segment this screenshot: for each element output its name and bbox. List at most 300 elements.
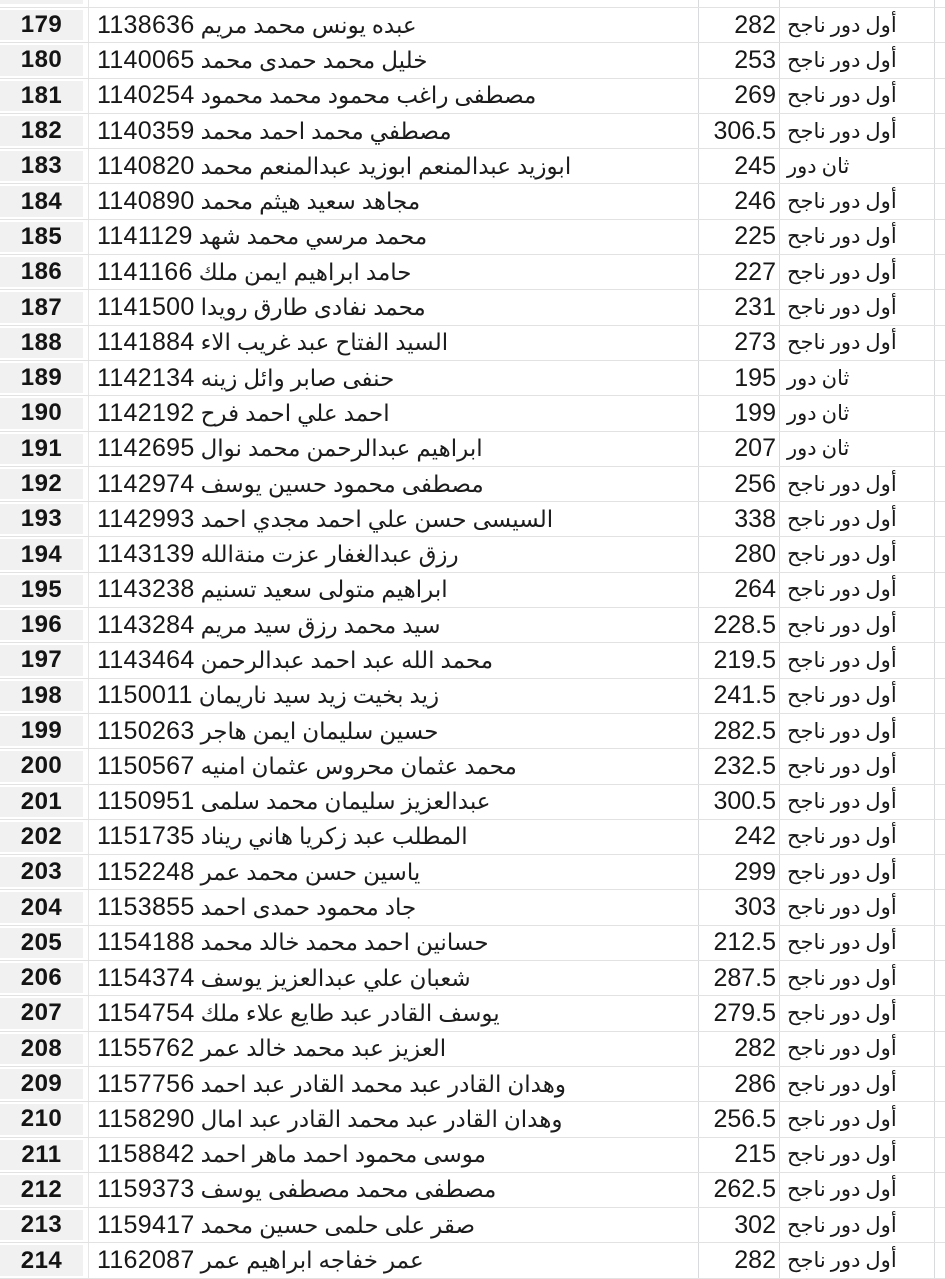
arabic-word: محمد	[265, 788, 319, 815]
table-row	[0, 1243, 945, 1278]
student-name	[201, 47, 428, 74]
status-text	[787, 1213, 897, 1238]
table-row	[0, 432, 945, 467]
seat-and-name-cell	[88, 608, 698, 642]
arabic-word: ثان	[821, 154, 850, 178]
total-score-cell: 232.5	[698, 749, 779, 783]
total-score-cell: 215	[698, 1138, 779, 1172]
arabic-word: ناجح	[787, 578, 826, 602]
row-number-chip: 199	[0, 716, 83, 746]
arabic-word: رزق	[297, 611, 338, 638]
arabic-word: محمد	[347, 1105, 400, 1132]
table-row	[0, 502, 945, 537]
student-name	[201, 576, 448, 603]
cutoff-edge-column	[934, 1208, 945, 1242]
status-text	[787, 189, 897, 214]
table-row	[0, 961, 945, 996]
status-cell	[779, 608, 934, 642]
arabic-word: ناجح	[787, 119, 826, 143]
row-number-rail	[0, 8, 88, 42]
row-number-rail	[0, 749, 88, 783]
row-number-chip: 209	[0, 1069, 83, 1099]
arabic-word: محمد	[464, 752, 517, 779]
seat-and-name-cell	[88, 785, 698, 819]
table-row	[0, 608, 945, 643]
arabic-word: منةالله	[200, 541, 266, 568]
arabic-word: أول	[865, 48, 897, 72]
arabic-word: أول	[865, 260, 897, 284]
arabic-word: دور	[830, 966, 861, 990]
status-text	[787, 1142, 897, 1167]
arabic-word: دور	[787, 437, 817, 461]
seat-number: 1142974	[97, 469, 195, 498]
student-name	[201, 1141, 486, 1168]
arabic-word: ناجح	[787, 331, 826, 355]
seat-and-name-cell	[88, 361, 698, 395]
total-score-cell: 279.5	[698, 996, 779, 1030]
arabic-word: أول	[865, 931, 897, 955]
arabic-word: ناجح	[787, 543, 826, 567]
arabic-word: حمدى	[259, 46, 317, 73]
row-number-rail	[0, 714, 88, 748]
arabic-word: محمد	[373, 294, 426, 321]
arabic-word: عمر	[383, 1247, 424, 1274]
status-cell	[779, 290, 934, 324]
total-score-cell: 227	[698, 255, 779, 289]
arabic-word: أول	[865, 1107, 897, 1131]
status-cell	[779, 502, 934, 536]
row-number-rail	[0, 255, 88, 289]
arabic-word: ناجح	[787, 860, 826, 884]
status-cell	[779, 573, 934, 607]
cutoff-edge-column	[934, 502, 945, 536]
arabic-word: دور	[830, 684, 861, 708]
arabic-word: ناجح	[787, 684, 826, 708]
seat-and-name-cell	[88, 537, 698, 571]
seat-number: 1142695	[97, 434, 195, 463]
row-number-rail	[0, 1208, 88, 1242]
table-row	[0, 926, 945, 961]
arabic-word: دور	[830, 648, 861, 672]
status-cell	[779, 8, 934, 42]
arabic-word: ناجح	[787, 225, 826, 249]
status-cell	[779, 1208, 934, 1242]
seat-number: 1154188	[97, 928, 195, 957]
table-row	[0, 184, 945, 219]
seat-number: 1153855	[97, 893, 195, 922]
seat-and-name-cell	[88, 502, 698, 536]
arabic-word: أول	[865, 896, 897, 920]
arabic-word: دور	[787, 154, 817, 178]
arabic-word: دور	[830, 1107, 861, 1131]
seat-number: 1141500	[97, 293, 195, 322]
total-score-cell: 207	[698, 432, 779, 466]
total-score-cell: 273	[698, 326, 779, 360]
seat-and-name-cell	[88, 396, 698, 430]
arabic-word: مرسي	[305, 223, 369, 250]
total-score-cell: 241.5	[698, 679, 779, 713]
arabic-word: محروس	[315, 752, 395, 779]
arabic-word: ماهر	[252, 1141, 297, 1168]
status-text	[787, 1036, 897, 1061]
seat-and-name-cell	[88, 149, 698, 183]
total-score-cell: 262.5	[698, 1173, 779, 1207]
table-row	[0, 290, 945, 325]
table-row	[0, 573, 945, 608]
status-text	[787, 789, 897, 814]
status-text	[787, 260, 897, 285]
arabic-word: أول	[865, 860, 897, 884]
arabic-word: ناجح	[787, 1249, 826, 1273]
table-row	[0, 1173, 945, 1208]
status-cell	[779, 361, 934, 395]
arabic-word: أول	[865, 1249, 897, 1273]
arabic-word: احمد	[363, 929, 410, 956]
seat-number: 1142192	[97, 398, 195, 427]
arabic-word: حلمى	[324, 1211, 379, 1238]
cutoff-edge-column	[934, 537, 945, 571]
arabic-word: زكريا	[299, 823, 348, 850]
cutoff-edge-column	[934, 326, 945, 360]
student-name	[199, 259, 412, 286]
status-cell	[779, 537, 934, 571]
status-cell	[779, 1173, 934, 1207]
arabic-word: مصطفى	[401, 470, 484, 497]
arabic-word: ابوزيد	[357, 152, 413, 179]
seat-and-name-cell	[88, 43, 698, 77]
student-name	[201, 612, 441, 639]
seat-and-name-cell	[88, 290, 698, 324]
arabic-word: عمر	[200, 1247, 241, 1274]
arabic-word: دور	[830, 331, 861, 355]
status-cell	[779, 43, 934, 77]
row-number-chip	[0, 0, 83, 4]
arabic-word: محمد	[305, 929, 358, 956]
student-name	[201, 718, 439, 745]
status-cell	[779, 1032, 934, 1066]
seat-and-name-cell	[88, 714, 698, 748]
status-text	[787, 966, 897, 991]
cutoff-edge-column	[934, 1032, 945, 1066]
status-text	[787, 895, 897, 920]
arabic-word: احمد	[200, 1070, 247, 1097]
status-text	[787, 930, 897, 955]
seat-number: 1141129	[97, 222, 193, 251]
arabic-word: ناجح	[787, 296, 826, 320]
arabic-word: مصطفى	[454, 82, 537, 109]
arabic-word: عبدالمنعم	[418, 152, 511, 179]
arabic-word: ناجح	[787, 1037, 826, 1061]
seat-number: 1150567	[97, 751, 195, 780]
seat-number: 1143284	[97, 610, 195, 639]
table-row	[0, 79, 945, 114]
arabic-word: عبد	[249, 1105, 282, 1132]
arabic-word: السيسى	[472, 505, 554, 532]
table-row	[0, 396, 945, 431]
arabic-word: دور	[830, 84, 861, 108]
arabic-word: يوسف	[438, 999, 500, 1026]
arabic-word: دور	[830, 472, 861, 496]
arabic-word: دور	[787, 401, 817, 425]
row-number-chip: 213	[0, 1210, 83, 1240]
arabic-word: حسين	[259, 1211, 319, 1238]
arabic-word: نفادى	[313, 294, 368, 321]
arabic-word: المطلب	[391, 823, 468, 850]
arabic-word: عبد	[353, 823, 386, 850]
cutoff-edge-column	[934, 1067, 945, 1101]
student-name	[199, 223, 428, 250]
row-number-chip: 179	[0, 10, 83, 40]
arabic-word: مصطفى	[414, 1176, 497, 1203]
row-number-chip: 212	[0, 1175, 83, 1205]
arabic-word: دور	[830, 931, 861, 955]
seat-and-name-cell	[88, 890, 698, 924]
arabic-word: محمد	[374, 223, 428, 250]
arabic-word: مريم	[200, 11, 248, 38]
seat-number: 1143238	[97, 575, 195, 604]
table-row	[0, 714, 945, 749]
status-text	[787, 824, 897, 849]
cutoff-edge-column	[934, 43, 945, 77]
status-text	[787, 754, 897, 779]
arabic-word: ناجح	[787, 896, 826, 920]
arabic-word: يونس	[311, 11, 366, 38]
arabic-word: أول	[865, 472, 897, 496]
arabic-word: نوال	[200, 435, 242, 462]
arabic-word: عبدالمنعم	[259, 152, 352, 179]
table-row	[0, 855, 945, 890]
arabic-word: أول	[865, 684, 897, 708]
total-score-cell: 338	[698, 502, 779, 536]
row-number-chip: 211	[0, 1140, 83, 1170]
seat-and-name-cell	[88, 114, 698, 148]
total-score-cell: 300.5	[698, 785, 779, 819]
arabic-word: محمد	[355, 1176, 409, 1203]
status-cell	[779, 114, 934, 148]
arabic-word: محمد	[292, 1035, 346, 1062]
status-text	[787, 83, 897, 108]
arabic-word: ملك	[200, 999, 240, 1026]
arabic-word: عثمان	[251, 752, 310, 779]
status-text	[787, 648, 897, 673]
seat-and-name-cell	[88, 573, 698, 607]
table-row	[0, 361, 945, 396]
status-cell	[779, 643, 934, 677]
arabic-word: احمد	[200, 505, 247, 532]
arabic-word: محمد	[269, 82, 322, 109]
arabic-word: حسن	[414, 505, 467, 532]
status-cell	[779, 714, 934, 748]
row-number-rail	[0, 820, 88, 854]
arabic-word: القادر	[378, 999, 433, 1026]
row-number-chip: 186	[0, 257, 83, 287]
row-number-rail	[0, 326, 88, 360]
arabic-word: دور	[830, 790, 861, 814]
status-cell	[779, 1138, 934, 1172]
arabic-word: دور	[830, 754, 861, 778]
student-name	[201, 153, 572, 180]
cutoff-edge-column	[934, 467, 945, 501]
cutoff-edge-column	[934, 396, 945, 430]
cutoff-edge-column	[934, 961, 945, 995]
table-row	[0, 326, 945, 361]
arabic-word: سليمان	[302, 717, 374, 744]
seat-number: 1140254	[97, 81, 195, 110]
student-name	[201, 1212, 475, 1239]
row-number-rail	[0, 79, 88, 113]
cutoff-edge-column	[934, 114, 945, 148]
row-number-chip: 195	[0, 575, 83, 605]
table-row	[0, 996, 945, 1031]
cutoff-edge-column	[934, 361, 945, 395]
cutoff-edge-column	[934, 608, 945, 642]
arabic-word: حمدى	[252, 894, 311, 921]
row-number-chip: 180	[0, 45, 83, 75]
cutoff-edge-column	[934, 149, 945, 183]
seat-and-name-cell	[88, 749, 698, 783]
arabic-word: القادر	[287, 1105, 342, 1132]
arabic-word: غريب	[236, 329, 291, 356]
arabic-word: دور	[830, 119, 861, 143]
row-number-rail	[0, 855, 88, 889]
seat-and-name-cell	[88, 8, 698, 42]
student-name	[201, 294, 426, 321]
total-score-cell: 225	[698, 220, 779, 254]
arabic-word: ناجح	[787, 507, 826, 531]
row-number-rail	[0, 996, 88, 1030]
status-text	[787, 1177, 897, 1202]
seat-and-name-cell	[88, 432, 698, 466]
seat-number: 1150011	[97, 681, 193, 710]
arabic-word: القادر	[291, 1070, 345, 1097]
seat-and-name-cell	[88, 220, 698, 254]
total-score-cell: 280	[698, 537, 779, 571]
student-name	[201, 1106, 563, 1133]
status-text	[787, 295, 897, 320]
table-row-clipped-top	[0, 0, 945, 8]
seat-and-name-cell	[88, 467, 698, 501]
status-cell	[779, 890, 934, 924]
status-cell	[779, 1102, 934, 1136]
arabic-word: أول	[865, 1037, 897, 1061]
total-score-cell: 231	[698, 290, 779, 324]
status-text	[787, 366, 849, 391]
arabic-word: خالد	[246, 1035, 287, 1062]
arabic-word: صابر	[290, 364, 337, 391]
arabic-word: الاء	[200, 329, 231, 356]
status-text	[787, 224, 897, 249]
arabic-word: أول	[865, 119, 897, 143]
arabic-word: عمر	[200, 1035, 241, 1062]
arabic-word: علاء	[245, 999, 285, 1026]
arabic-word: أول	[865, 1072, 897, 1096]
arabic-word: محمود	[333, 470, 396, 497]
seat-and-name-cell	[88, 1138, 698, 1172]
arabic-word: سليمان	[324, 788, 396, 815]
arabic-word: دور	[830, 1001, 861, 1025]
row-number-rail	[0, 679, 88, 713]
cutoff-edge-column	[934, 8, 945, 42]
arabic-word: عبد	[409, 1070, 442, 1097]
row-number-chip: 214	[0, 1245, 83, 1275]
arabic-word: احمد	[245, 399, 292, 426]
seat-and-name-cell	[88, 1208, 698, 1242]
arabic-word: عثمان	[400, 752, 459, 779]
status-cell	[779, 149, 934, 183]
cutoff-edge-column	[934, 1173, 945, 1207]
total-score-cell: 303	[698, 890, 779, 924]
arabic-word: مريم	[200, 611, 248, 638]
seat-number: 1157756	[97, 1069, 195, 1098]
arabic-word: احمد	[310, 646, 357, 673]
arabic-word: ناجح	[787, 190, 826, 214]
row-number-chip: 182	[0, 116, 83, 146]
cutoff-edge-column	[934, 643, 945, 677]
seat-and-name-cell	[88, 255, 698, 289]
cutoff-edge-column	[934, 1243, 945, 1277]
status-text	[787, 719, 897, 744]
total-score-cell: 264	[698, 573, 779, 607]
seat-number: 1142993	[97, 504, 195, 533]
arabic-word: هيثم	[259, 188, 301, 215]
arabic-word: دور	[830, 260, 861, 284]
total-score-cell: 246	[698, 184, 779, 218]
arabic-word: أول	[865, 966, 897, 990]
status-cell	[779, 785, 934, 819]
status-cell	[779, 79, 934, 113]
arabic-word: محمد	[247, 435, 301, 462]
student-name	[201, 823, 468, 850]
status-cell	[779, 255, 934, 289]
cutoff-edge-column	[934, 0, 945, 7]
arabic-word: دور	[830, 1249, 861, 1273]
cutoff-edge-column	[934, 714, 945, 748]
table-row	[0, 537, 945, 572]
arabic-word: زينه	[200, 364, 238, 391]
arabic-word: ناجح	[787, 472, 826, 496]
arabic-word: أول	[865, 1001, 897, 1025]
arabic-word: زيد	[409, 682, 440, 709]
seat-number: 1141884	[97, 328, 195, 357]
arabic-word: محمود	[354, 1141, 418, 1168]
arabic-word: عبدالرحمن	[200, 646, 305, 673]
arabic-word: ثان	[821, 437, 850, 461]
cutoff-edge-column	[934, 820, 945, 854]
arabic-word: ناجح	[787, 754, 826, 778]
arabic-word: دور	[830, 825, 861, 849]
seat-number: 1141166	[97, 257, 193, 286]
arabic-word: عبدالعزيز	[401, 788, 491, 815]
arabic-word: دور	[830, 719, 861, 743]
rows-container	[0, 8, 945, 1279]
row-number-rail	[0, 502, 88, 536]
arabic-word: شهد	[198, 223, 241, 250]
seat-number: 1140820	[97, 151, 195, 180]
status-cell	[779, 961, 934, 995]
row-number-chip: 198	[0, 681, 83, 711]
arabic-word: راغب	[396, 82, 449, 109]
arabic-word: دور	[830, 860, 861, 884]
status-cell	[779, 820, 934, 854]
arabic-word: ثان	[821, 401, 850, 425]
arabic-word: احمد	[302, 1141, 349, 1168]
arabic-word: هاني	[248, 823, 293, 850]
arabic-word: ثان	[821, 366, 850, 390]
cutoff-edge-column	[934, 679, 945, 713]
arabic-word: ناجح	[787, 966, 826, 990]
status-text	[787, 472, 897, 497]
status-cell	[779, 467, 934, 501]
